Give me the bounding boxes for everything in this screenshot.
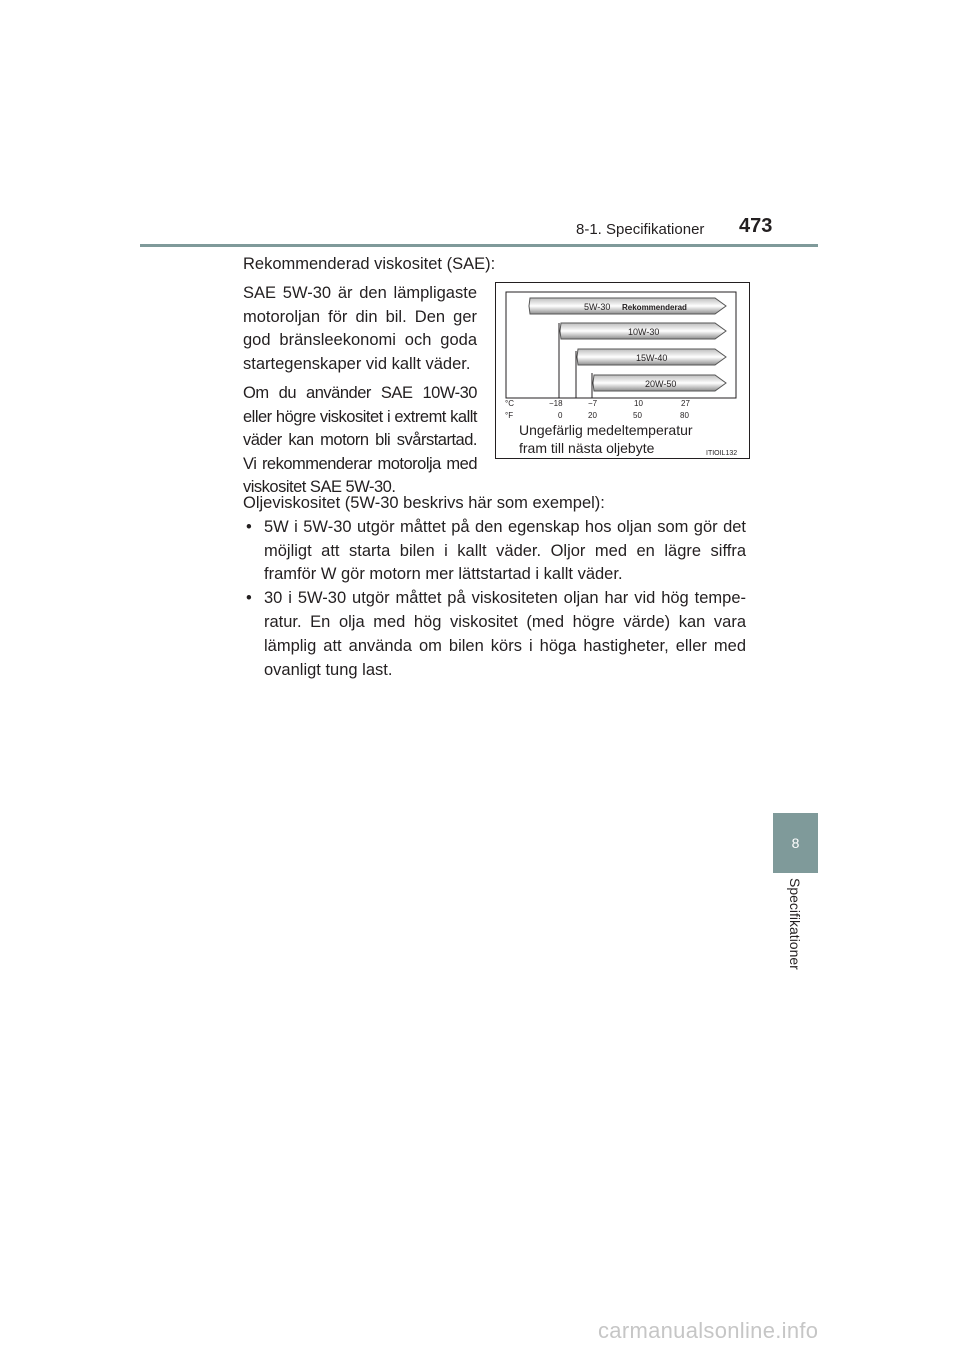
- fahrenheit-tick: 0: [558, 411, 563, 420]
- figure-caption-line2: fram till nästa oljebyte: [519, 440, 655, 456]
- list-item: [243, 587, 746, 682]
- grade-label: 5W-30: [584, 302, 611, 312]
- list-item: [243, 516, 746, 587]
- viscosity-lead: Oljeviskositet (5W-30 beskrivs här som exempel):: [243, 494, 605, 512]
- celsius-unit: °C: [505, 399, 514, 408]
- viscosity-explanation: [243, 492, 746, 682]
- bullet-icon: •: [246, 589, 252, 608]
- intro-heading: Rekommenderad viskositet (SAE):: [243, 255, 496, 273]
- celsius-tick: −18: [549, 399, 563, 408]
- recommendation-paragraph: SAE 5W-30 är den lämpligaste motoroljan för din bil. Den ger god bränsleekonomi och goda startegenskaper vid kallt väder.: [243, 284, 477, 373]
- chapter-tab-number: 8: [773, 813, 818, 873]
- chapter-tab-label: Specifikationer: [787, 878, 803, 970]
- celsius-tick: −7: [588, 399, 598, 408]
- fahrenheit-tick: 20: [588, 411, 597, 420]
- header-divider: [140, 244, 818, 247]
- page-number: 473: [739, 215, 773, 237]
- fahrenheit-tick: 80: [680, 411, 689, 420]
- figure-caption-line1: Ungefärlig medeltemperatur: [519, 422, 693, 438]
- grade-label: 10W-30: [628, 327, 660, 337]
- side-column: [243, 282, 477, 500]
- fahrenheit-unit: °F: [505, 411, 514, 420]
- fahrenheit-tick: 50: [633, 411, 642, 420]
- list-item-text: 5W i 5W-30 utgör måttet på den egenskap hos oljan som gör det möjligt att starta bilen i kallt väder. Oljor med en lägre siffra framför W gör motorn mer lättstartad i kallt väder.: [264, 517, 746, 584]
- viscosity-figure: [495, 282, 750, 459]
- grade-label: 15W-40: [636, 353, 668, 363]
- list-item-text: 30 i 5W-30 utgör måttet på viskositeten oljan har vid hög tempe-ratur. En olja med hög viskositet (med högre värde) kan vara lämplig att använda om bilen körs i höga hastigheter, eller med ovanligt tung last.: [264, 589, 746, 679]
- watermark: carmanualsonline.info: [598, 1318, 819, 1343]
- grade-label: 20W-50: [645, 379, 677, 389]
- viscosity-chart: [496, 283, 751, 460]
- bullet-icon: •: [246, 517, 252, 536]
- header-section-title: 8-1. Specifikationer: [576, 221, 705, 238]
- figure-code: ITIOIL132: [706, 450, 738, 457]
- cold-start-paragraph: Om du använder SAE 10W-30 eller högre viskositet i extremt kallt väder kan motorn bli svårstartad. Vi rekommenderar motorolja med viskositet SAE 5W-30.: [243, 384, 477, 496]
- celsius-tick: 27: [681, 399, 690, 408]
- recommended-label: Rekommenderad: [622, 303, 687, 312]
- bullet-list: [243, 516, 746, 683]
- celsius-tick: 10: [634, 399, 643, 408]
